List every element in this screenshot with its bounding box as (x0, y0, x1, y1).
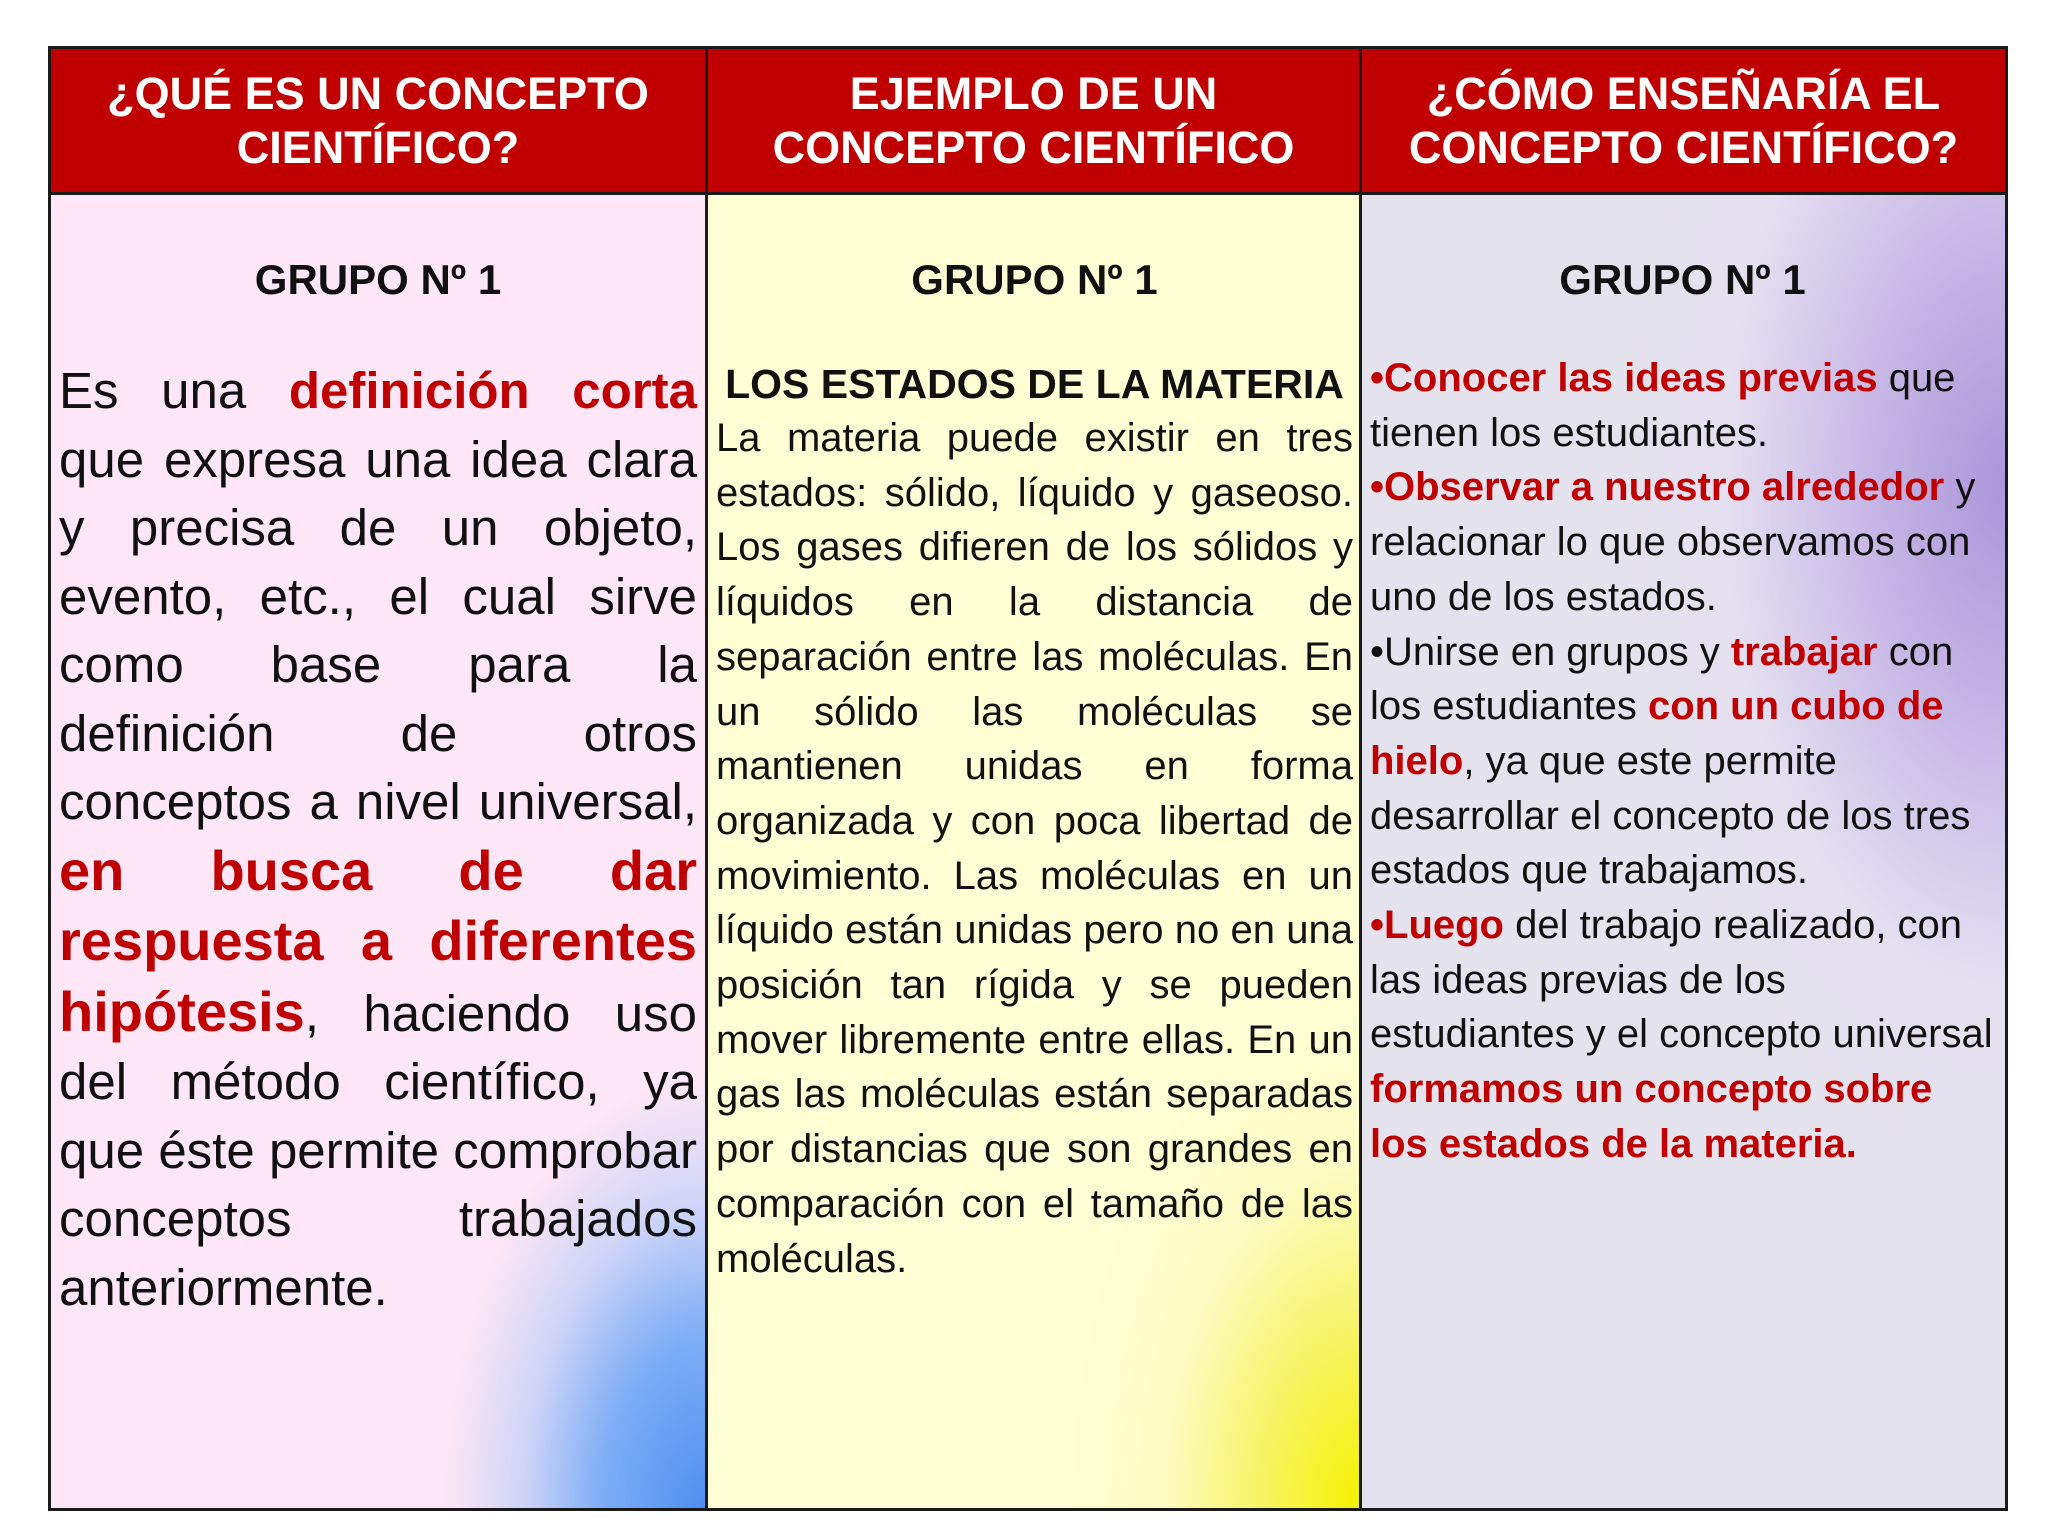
header-example: EJEMPLO DE UN CONCEPTO CIENTÍFICO (705, 49, 1359, 195)
definition-part: Es una (59, 362, 289, 419)
teaching-highlight: formamos un concepto sobre los estados de la materia. (1370, 1067, 1933, 1166)
concept-table (48, 46, 2008, 1511)
teaching-highlight: •Observar a nuestro alrededor (1370, 465, 1945, 510)
group-label: GRUPO Nº 1 (1559, 256, 1806, 303)
header-how-teach: ¿CÓMO ENSEÑARÍA EL CONCEPTO CIENTÍFICO? (1359, 49, 2005, 195)
cell-definition (51, 195, 705, 1508)
teaching-list (1370, 351, 1995, 1172)
teaching-text: del trabajo realizado, con las ideas previas de los estudiantes y el concepto universal (1370, 903, 1993, 1057)
teaching-text: , ya que este permite desarrollar el concepto de los tres estados que trabajamos. (1370, 738, 1971, 893)
teaching-text: con los estudiantes (1370, 629, 1954, 729)
teaching-highlight: con un cubo de hielo (1370, 684, 1944, 783)
cell-example (705, 195, 1359, 1508)
cell-teaching (1359, 195, 2005, 1508)
teaching-text: y relacionar lo que observamos con uno de los estados. (1370, 465, 1976, 619)
definition-part: que expresa una idea clara y precisa de un objeto, evento, etc., el cual sirve como base para la definición de otros conceptos a nivel universal, (59, 430, 697, 830)
teaching-highlight: trabajar (1730, 629, 1878, 674)
definition-highlight: definición corta (288, 362, 697, 419)
example-title: LOS ESTADOS DE LA MATERIA (725, 361, 1344, 407)
group-label: GRUPO Nº 1 (911, 256, 1158, 303)
example-text: La materia puede existir en tres estados: sólido, líquido y gaseoso. Los gases difieren de los sólidos y líquidos en la distancia de separación entre las moléculas. En un sólido las moléculas se mantienen unidas en forma organizada y con poca libertad de movimiento. Las moléculas en un líquido están unidas pero no en una posición tan rígida y se pueden mover libremente entre ellas. En un gas las moléculas están separadas por distancias que son grandes en comparación con el tamaño de las moléculas. (716, 416, 1353, 1281)
teaching-item (1370, 625, 1995, 899)
teaching-text: que tienen los estudiantes. (1370, 356, 1956, 455)
teaching-item (1370, 351, 1995, 460)
teaching-item (1370, 898, 1995, 1172)
teaching-item (1370, 460, 1995, 624)
definition-text (59, 357, 697, 1322)
teaching-highlight: •Conocer las ideas previas (1370, 356, 1878, 400)
header-what-is: ¿QUÉ ES UN CONCEPTO CIENTÍFICO? (51, 49, 705, 195)
group-label: GRUPO Nº 1 (254, 256, 502, 303)
teaching-text: •Unirse en grupos y (1370, 629, 1731, 674)
definition-highlight: en busca de dar respuesta a diferentes hipótesis (59, 838, 697, 1043)
definition-part: , haciendo uso del método científico, ya que éste permite comprobar conceptos trabajados anteriormente. (59, 984, 697, 1316)
teaching-highlight: •Luego (1370, 903, 1504, 948)
